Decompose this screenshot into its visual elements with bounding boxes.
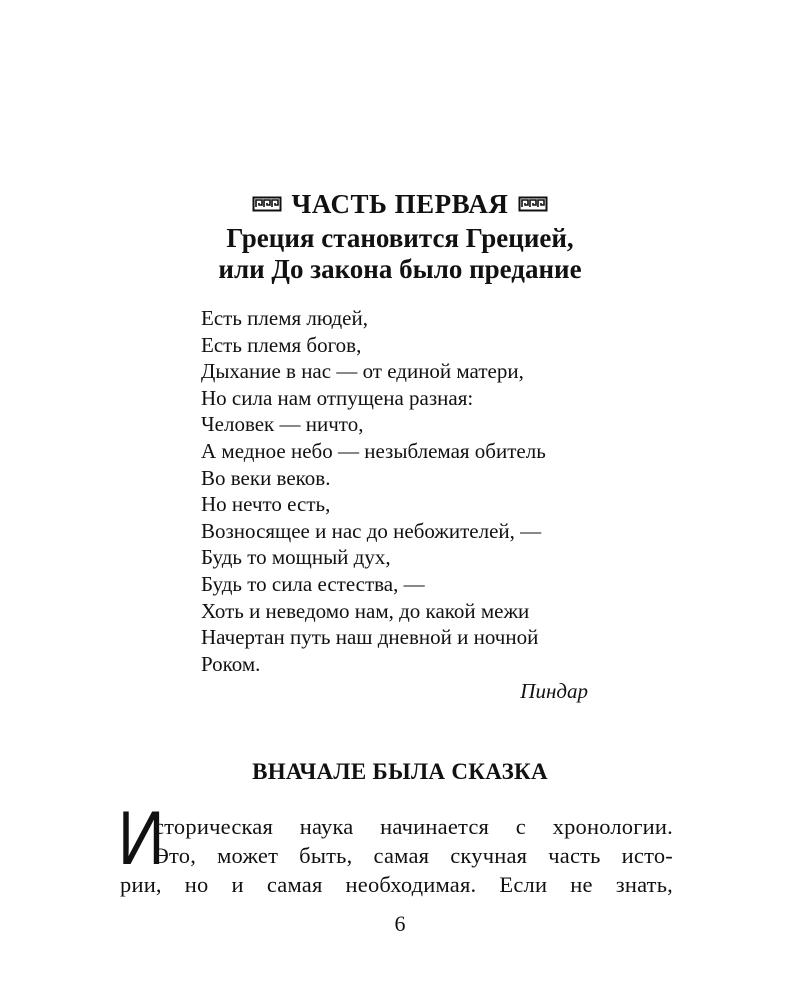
greek-key-ornament-icon xyxy=(518,194,548,214)
body-paragraph xyxy=(118,796,673,899)
poem-line: Есть племя людей, xyxy=(201,306,368,330)
poem-line: Человек — ничто, xyxy=(201,412,364,437)
poem-line: Но сила нам отпущена разная: xyxy=(201,385,474,410)
part-title-line-2: или До закона было предание xyxy=(218,254,582,284)
drop-cap: И xyxy=(118,796,165,881)
part-heading xyxy=(0,188,800,220)
paragraph-line: рии, но и самая необходимая. Если не знать, xyxy=(120,872,673,897)
epigraph-poem xyxy=(201,305,546,677)
poem-line: Будь то сила естества, — xyxy=(201,571,425,596)
paragraph-line: Это, может быть, самая скучная часть исто- xyxy=(154,843,673,868)
epigraph-author: Пиндар xyxy=(520,679,588,703)
poem-line: Возносящее и нас до небожителей, — xyxy=(201,518,542,543)
greek-key-ornament-icon xyxy=(252,194,282,214)
poem-line: Роком. xyxy=(201,651,261,676)
poem-line: Начертан путь наш дневной и ночной xyxy=(201,625,539,650)
poem-line: Хоть и неведомо нам, до какой межи xyxy=(201,598,530,623)
page-number: 6 xyxy=(394,911,406,936)
poem-line: Есть племя богов, xyxy=(201,332,362,357)
poem-line: А медное небо — незыблемая обитель xyxy=(201,438,546,463)
paragraph-line: сторическая наука начинается с хронологии. xyxy=(154,814,673,839)
poem-line: Дыхание в нас — от единой матери, xyxy=(201,359,524,384)
poem-line: Будь то мощный дух, xyxy=(201,545,391,570)
poem-line: Во веки веков. xyxy=(201,465,331,490)
part-label: ЧАСТЬ ПЕРВАЯ xyxy=(291,189,509,219)
part-title-line-1: Греция становится Грецией, xyxy=(226,223,574,253)
poem-line: Но нечто есть, xyxy=(201,492,331,517)
section-heading: ВНАЧАЛЕ БЫЛА СКАЗКА xyxy=(252,759,548,784)
